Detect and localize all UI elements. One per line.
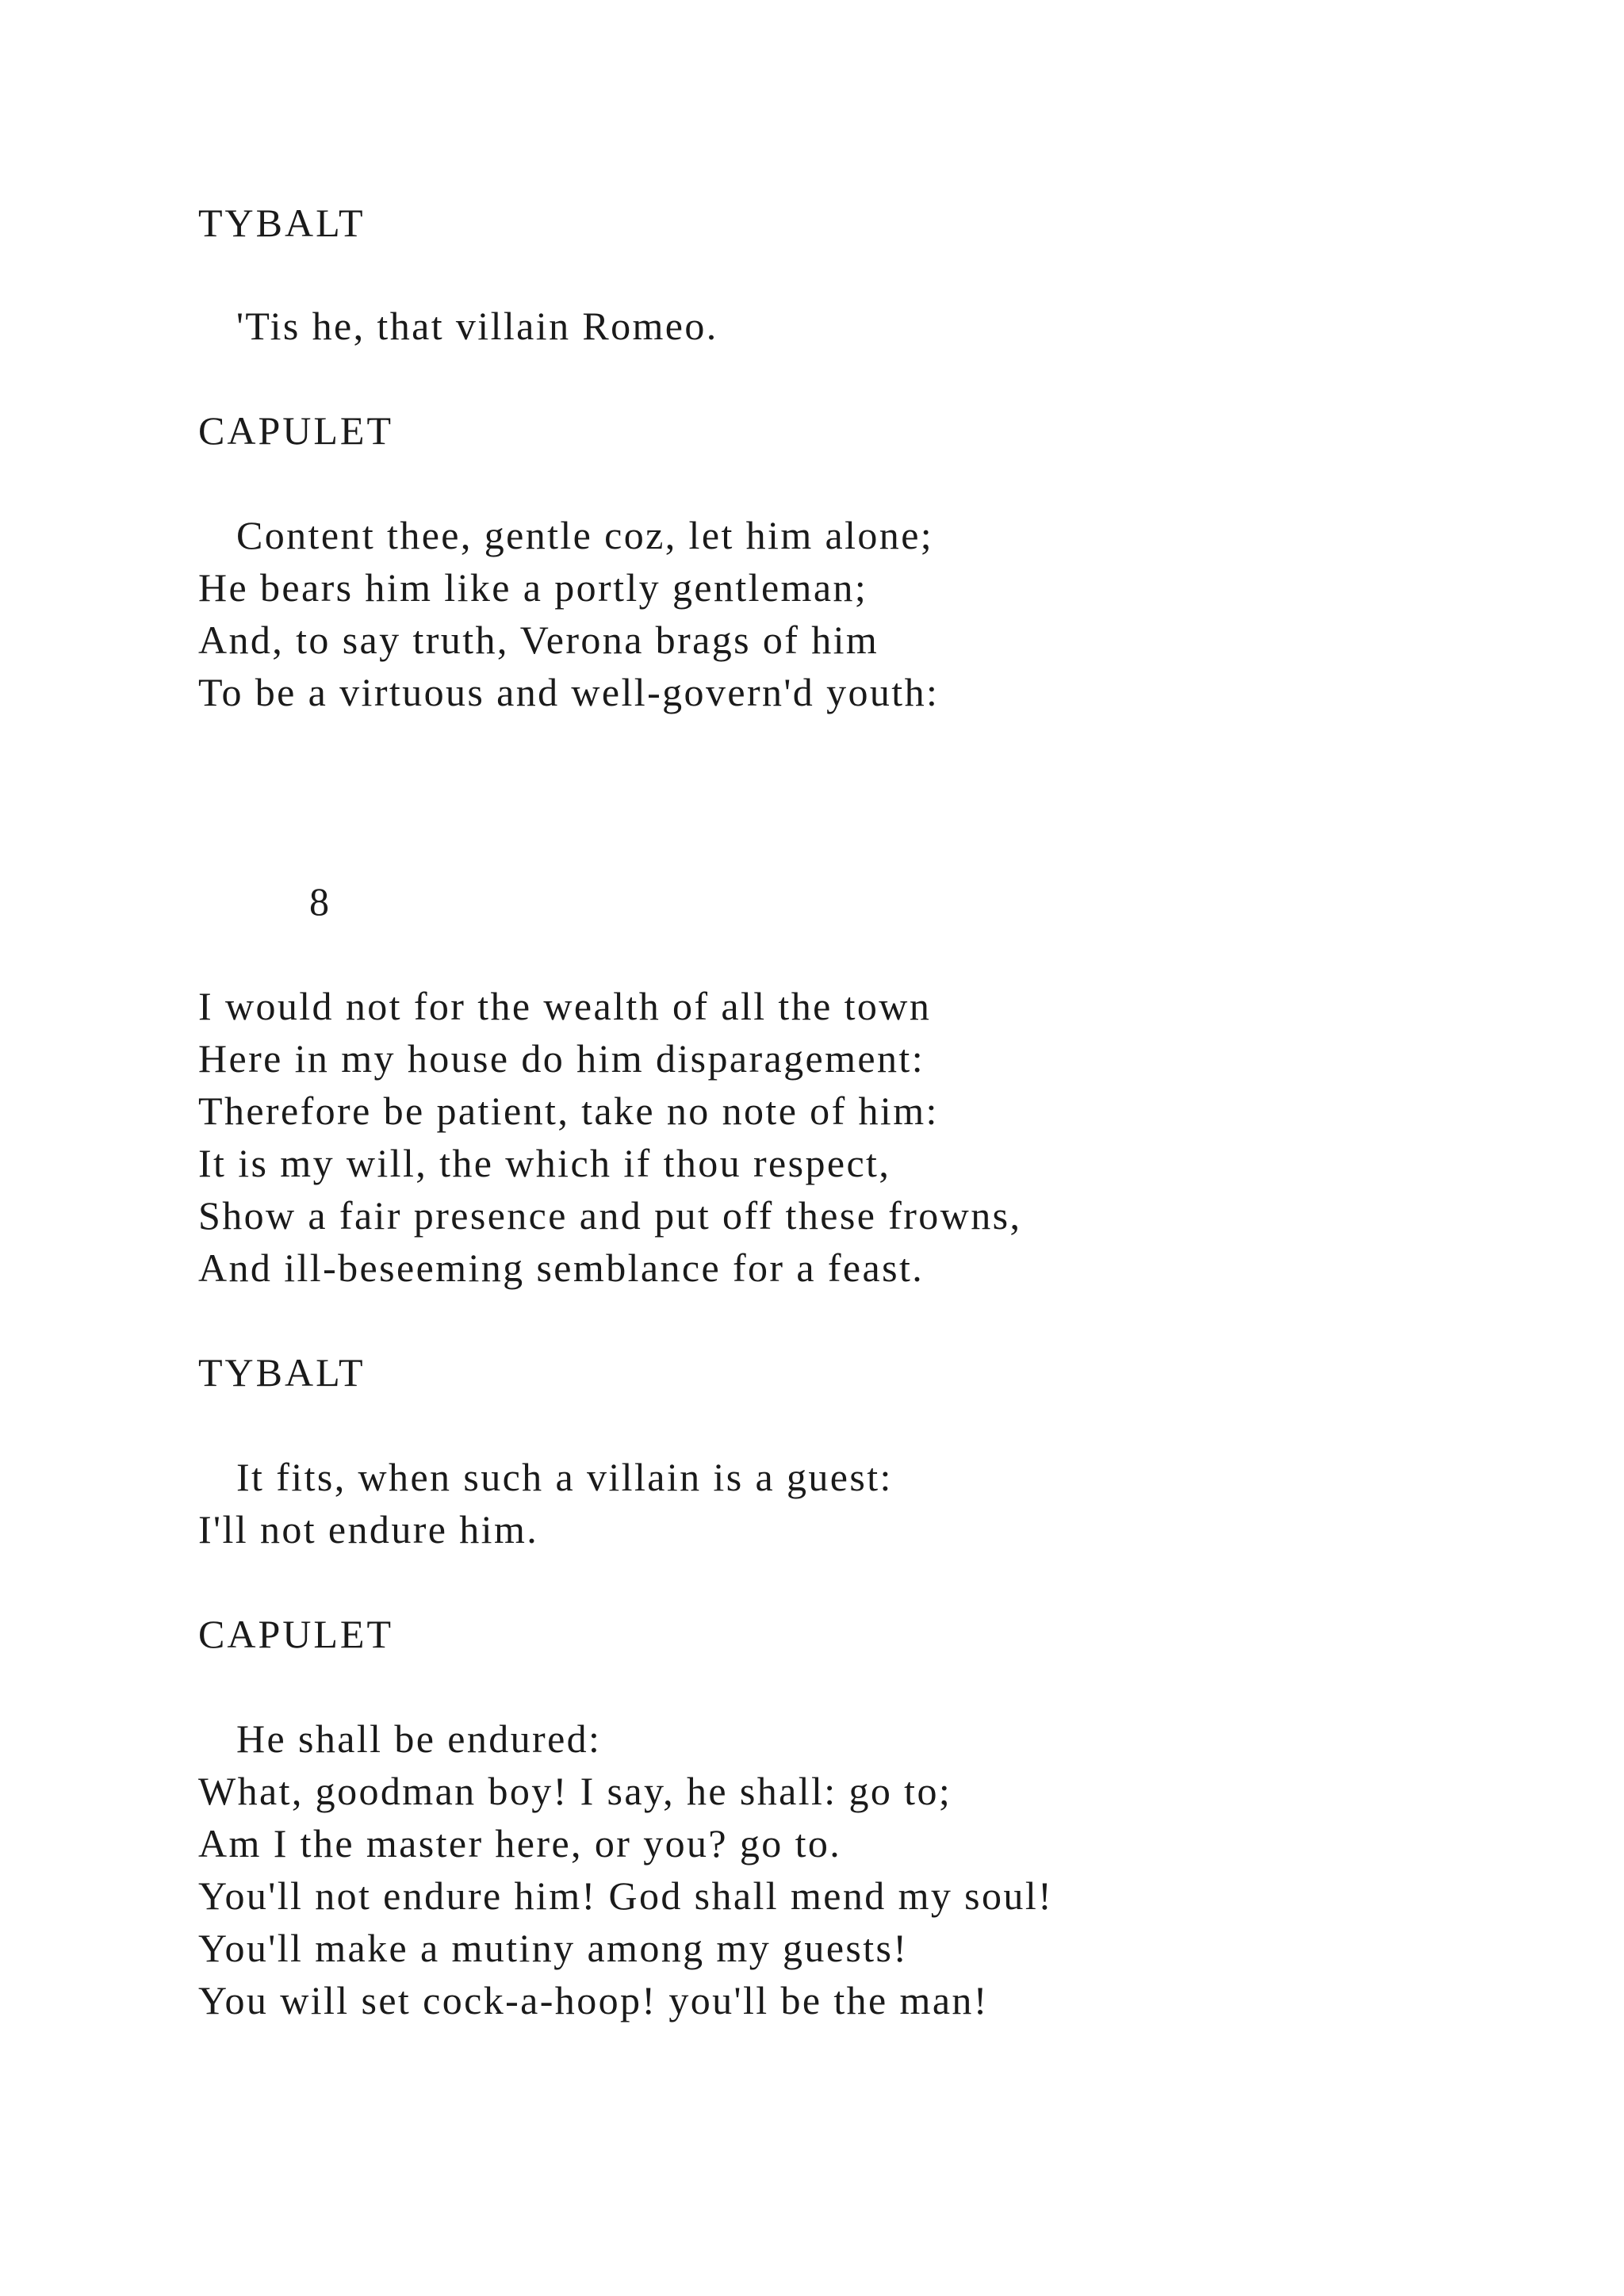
speech-line: Therefore be patient, take no note of him: [198,1089,939,1133]
speaker-name: TYBALT [198,1350,366,1395]
speech-line: I'll not endure him. [198,1507,539,1552]
speech-line: And, to say truth, Verona brags of him [198,618,879,662]
speech-line: Here in my house do him disparagement: [198,1036,925,1081]
speech-line: He shall be endured: [236,1716,602,1761]
speech-line: It fits, when such a villain is a guest: [236,1455,893,1499]
speech-line: You will set cock-a-hoop! you'll be the man! [198,1978,989,2022]
speech-line: I would not for the wealth of all the town [198,984,932,1028]
page-number: 8 [309,879,331,924]
speech-line: It is my will, the which if thou respect, [198,1141,891,1185]
speaker-name: CAPULET [198,408,393,453]
speech-line: What, goodman boy! I say, he shall: go to; [198,1769,952,1813]
speech-line: Am I the master here, or you? go to. [198,1821,842,1866]
speaker-name: CAPULET [198,1612,393,1656]
speech-line: Content thee, gentle coz, let him alone; [236,513,934,557]
speech-line: 'Tis he, that villain Romeo. [236,304,718,348]
speech-line: Show a fair presence and put off these frowns, [198,1193,1022,1238]
speech-line: He bears him like a portly gentleman; [198,565,868,610]
speaker-name: TYBALT [198,201,366,245]
speech-line: You'll make a mutiny among my guests! [198,1926,909,1970]
speech-line: To be a virtuous and well-govern'd youth: [198,670,940,714]
speech-line: You'll not endure him! God shall mend my soul! [198,1873,1054,1918]
speech-line: And ill-beseeming semblance for a feast. [198,1246,925,1290]
